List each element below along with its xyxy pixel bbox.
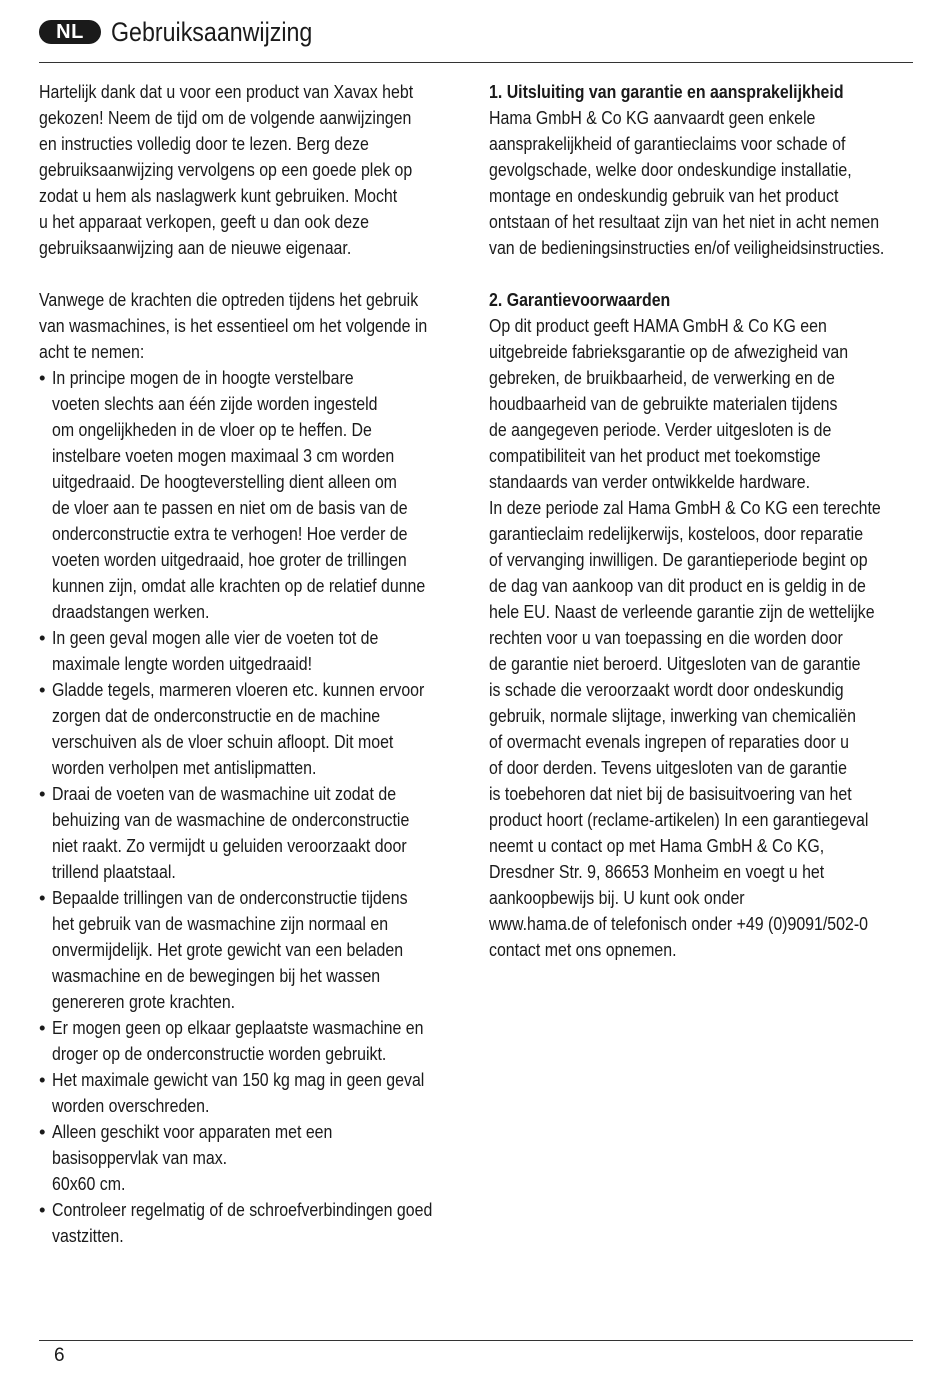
text-line: standaards van verder ontwikkelde hardware. xyxy=(489,471,811,492)
text-line: gekozen! Neem de tijd om de volgende aanwijzingen xyxy=(39,107,412,128)
bullet-point: • xyxy=(39,887,46,908)
text-line: is toebehoren dat niet bij de basisuitvoering van het xyxy=(489,783,852,804)
text-line: In principe mogen de in hoogte verstelbare xyxy=(52,367,354,388)
list-item xyxy=(39,677,479,781)
text-line: gebruiksaanwijzing vervolgens op een goede plek op xyxy=(39,159,413,180)
text-line: van wasmachines, is het essentieel om het volgende in xyxy=(39,315,428,336)
bullet-point: • xyxy=(39,783,46,804)
text-line: wasmachine en de bewegingen bij het wassen xyxy=(52,965,381,986)
left-column xyxy=(39,79,479,1249)
text-line: verschuiven als de vloer schuin afloopt. Dit moet xyxy=(52,731,394,752)
text-line: voeten worden uitgedraaid, hoe groter de trillingen xyxy=(52,549,407,570)
bullet-point: • xyxy=(39,627,46,648)
text-line: om ongelijkheden in de vloer op te heffen. De xyxy=(52,419,372,440)
lead-paragraph xyxy=(39,287,479,365)
text-line: van de bedieningsinstructies en/of veiligheidsinstructies. xyxy=(489,237,885,258)
text-line: aansprakelijkheid of garantieclaims voor schade of xyxy=(489,133,846,154)
text-line: worden overschreden. xyxy=(52,1095,210,1116)
text-line: Het maximale gewicht van 150 kg mag in geen geval xyxy=(52,1069,425,1090)
text-line: gebruik, normale slijtage, inwerking van chemicaliën xyxy=(489,705,857,726)
text-line: Draai de voeten van de wasmachine uit zodat de xyxy=(52,783,397,804)
text-line: onvermijdelijk. Het grote gewicht van een beladen xyxy=(52,939,404,960)
text-line: niet raakt. Zo vermijdt u geluiden veroorzaakt door xyxy=(52,835,407,856)
bullet-point: • xyxy=(39,1069,46,1090)
list-item xyxy=(39,1197,479,1249)
text-line: of overmacht evenals ingrepen of reparaties door u xyxy=(489,731,849,752)
text-line: In deze periode zal Hama GmbH & Co KG een terechte xyxy=(489,497,881,518)
text-line: de garantie niet beroerd. Uitgesloten van de garantie xyxy=(489,653,861,674)
text-line: de vloer aan te passen en niet om de basis van de xyxy=(52,497,408,518)
page-number: 6 xyxy=(54,1345,65,1366)
text-line: vastzitten. xyxy=(52,1225,124,1246)
text-line: neemt u contact op met Hama GmbH & Co KG, xyxy=(489,835,825,856)
bullet-list xyxy=(39,365,479,1249)
text-line: basisoppervlak van max. xyxy=(52,1147,228,1168)
language-badge: NL xyxy=(39,20,101,44)
text-line: uitgebreide fabrieksgarantie op de afwezigheid van xyxy=(489,341,849,362)
text-line: montage en ondeskundig gebruik van het product xyxy=(489,185,839,206)
text-line: genereren grote krachten. xyxy=(52,991,236,1012)
text-line: gebruiksaanwijzing aan de nieuwe eigenaar. xyxy=(39,237,352,258)
section-warranty xyxy=(489,287,929,963)
text-line: zodat u hem als naslagwerk kunt gebruiken. Mocht xyxy=(39,185,398,206)
text-line: of vervanging inwilligen. De garantieperiode begint op xyxy=(489,549,868,570)
text-line: Gladde tegels, marmeren vloeren etc. kunnen ervoor xyxy=(52,679,425,700)
footer-divider xyxy=(39,1340,913,1341)
text-line: Dresdner Str. 9, 86653 Monheim en voegt u het xyxy=(489,861,825,882)
section-heading: 2. Garantievoorwaarden xyxy=(489,289,671,310)
section-heading: 1. Uitsluiting van garantie en aansprakelijkheid xyxy=(489,81,844,102)
bullet-point: • xyxy=(39,1199,46,1220)
text-line: kunnen zijn, omdat alle krachten op de relatief dunne xyxy=(52,575,426,596)
text-line: Alleen geschikt voor apparaten met een xyxy=(52,1121,333,1142)
text-line: behuizing van de wasmachine de onderconstructie xyxy=(52,809,410,830)
text-line: Controleer regelmatig of de schroefverbindingen goed xyxy=(52,1199,433,1220)
text-line: maximale lengte worden uitgedraaid! xyxy=(52,653,313,674)
text-line: www.hama.de of telefonisch onder +49 (0)9091/502-0 xyxy=(489,913,868,934)
text-line: de dag van aankoop van dit product en is geldig in de xyxy=(489,575,866,596)
text-line: het gebruik van de wasmachine zijn normaal en xyxy=(52,913,389,934)
text-line: In geen geval mogen alle vier de voeten tot de xyxy=(52,627,379,648)
bullet-point: • xyxy=(39,1121,46,1142)
text-line: Hartelijk dank dat u voor een product van Xavax hebt xyxy=(39,81,414,102)
list-item xyxy=(39,885,479,1015)
section-body xyxy=(489,105,929,261)
section-exclusion xyxy=(489,79,929,261)
text-line: is schade die veroorzaakt wordt door ondeskundig xyxy=(489,679,844,700)
text-line: onderconstructie extra te verhogen! Hoe verder de xyxy=(52,523,408,544)
text-line: rechten voor u van toepassing en die worden door xyxy=(489,627,843,648)
header-divider xyxy=(39,62,913,63)
text-line: contact met ons opnemen. xyxy=(489,939,677,960)
bullet-point: • xyxy=(39,679,46,700)
list-item xyxy=(39,1067,479,1119)
text-line: trillend plaatstaal. xyxy=(52,861,176,882)
text-line: zorgen dat de onderconstructie en de machine xyxy=(52,705,381,726)
list-item xyxy=(39,1015,479,1067)
text-line: garantieclaim redelijkerwijs, kosteloos, door reparatie xyxy=(489,523,864,544)
bullet-point: • xyxy=(39,1017,46,1038)
text-line: voeten slechts aan één zijde worden ingesteld xyxy=(52,393,378,414)
text-line: Bepaalde trillingen van de onderconstructie tijdens xyxy=(52,887,408,908)
text-line: gebreken, de bruikbaarheid, de verwerking en de xyxy=(489,367,835,388)
text-line: de aangegeven periode. Verder uitgesloten is de xyxy=(489,419,832,440)
text-line: compatibiliteit van het product met toekomstige xyxy=(489,445,821,466)
text-line: droger op de onderconstructie worden gebruikt. xyxy=(52,1043,387,1064)
text-line: aankoopbewijs bij. U kunt ook onder xyxy=(489,887,745,908)
text-line: en instructies volledig door te lezen. Berg deze xyxy=(39,133,369,154)
list-item xyxy=(39,365,479,625)
text-line: worden verholpen met antislipmatten. xyxy=(52,757,317,778)
section-body xyxy=(489,313,929,963)
text-line: instelbare voeten mogen maximaal 3 cm worden xyxy=(52,445,395,466)
text-line: Hama GmbH & Co KG aanvaardt geen enkele xyxy=(489,107,816,128)
list-item xyxy=(39,781,479,885)
text-line: acht te nemen: xyxy=(39,341,145,362)
text-line: 60x60 cm. xyxy=(52,1173,126,1194)
text-line: ontstaan of het resultaat zijn van het niet in acht nemen xyxy=(489,211,880,232)
list-item xyxy=(39,625,479,677)
text-line: gevolgschade, welke door ondeskundige installatie, xyxy=(489,159,852,180)
list-item xyxy=(39,1119,479,1197)
text-line: draadstangen werken. xyxy=(52,601,210,622)
bullet-point: • xyxy=(39,367,46,388)
page-title: Gebruiksaanwijzing xyxy=(111,16,313,47)
text-line: hele EU. Naast de verleende garantie zijn de wettelijke xyxy=(489,601,875,622)
text-line: Vanwege de krachten die optreden tijdens het gebruik xyxy=(39,289,419,310)
intro-paragraph xyxy=(39,79,479,261)
text-line: of door derden. Tevens uitgesloten van de garantie xyxy=(489,757,847,778)
text-line: Op dit product geeft HAMA GmbH & Co KG een xyxy=(489,315,827,336)
text-line: uitgedraaid. De hoogteverstelling dient alleen om xyxy=(52,471,397,492)
text-line: u het apparaat verkopen, geeft u dan ook deze xyxy=(39,211,369,232)
right-column xyxy=(489,79,929,963)
page-header xyxy=(39,14,345,50)
text-line: Er mogen geen op elkaar geplaatste wasmachine en xyxy=(52,1017,424,1038)
text-line: houdbaarheid van de gebruikte materialen tijdens xyxy=(489,393,838,414)
text-line: product hoort (reclame-artikelen) In een garantiegeval xyxy=(489,809,869,830)
